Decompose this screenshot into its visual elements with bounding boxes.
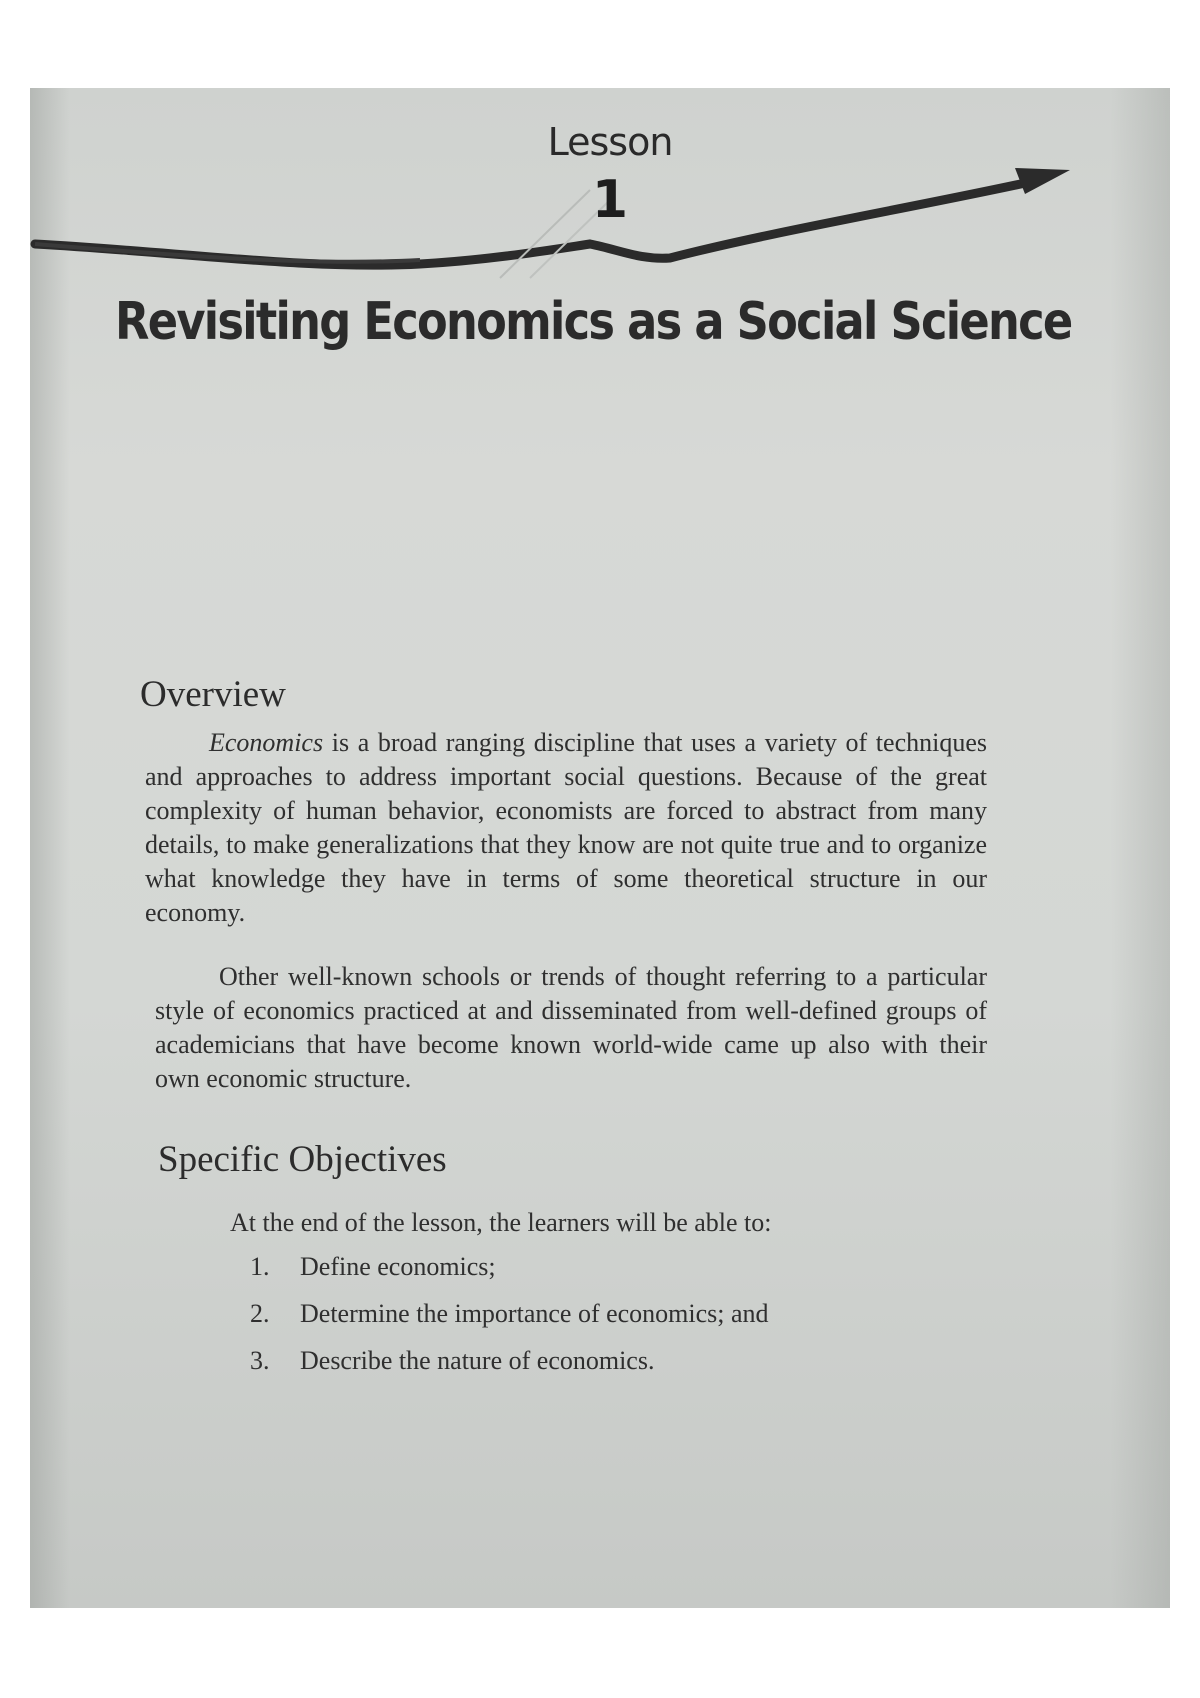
objective-text: Describe the nature of economics. xyxy=(300,1346,655,1375)
objective-item xyxy=(250,1252,769,1299)
objectives-list xyxy=(250,1252,769,1393)
objectives-heading: Specific Objectives xyxy=(158,1139,447,1180)
objective-text: Determine the importance of economics; and xyxy=(300,1299,769,1328)
overview-paragraph-1 xyxy=(145,726,987,930)
economics-term: Economics xyxy=(209,728,324,757)
overview-paragraph-1-text: is a broad ranging discipline that uses a variety of techniques and approaches to address important social questions. Because of the great complexity of human behavior, economists are forced to abstract from many details, to make generalizations that they know are not quite true and to organize what knowledge they have in terms of some theoretical structure in our economy. xyxy=(145,728,987,927)
overview-heading: Overview xyxy=(140,674,286,715)
right-shadow xyxy=(1110,88,1170,1608)
lesson-label: Lesson xyxy=(547,120,673,164)
objective-item xyxy=(250,1346,769,1393)
objective-item xyxy=(250,1299,769,1346)
overview-paragraph-2 xyxy=(155,960,987,1096)
objective-text: Define economics; xyxy=(300,1252,496,1281)
objectives-intro: At the end of the lesson, the learners will be able to: xyxy=(230,1208,772,1237)
objective-number: 2. xyxy=(250,1299,270,1328)
overview-paragraph-2-text: Other well-known schools or trends of thought referring to a particular style of economics practiced at and disseminated from well-defined groups of academicians that have become known world-wide came up also with their own economic structure. xyxy=(155,962,987,1093)
lesson-title: Revisiting Economics as a Social Science xyxy=(115,292,1072,352)
lesson-number: 1 xyxy=(591,170,629,230)
objective-number: 3. xyxy=(250,1346,270,1375)
objective-number: 1. xyxy=(250,1252,270,1281)
left-shadow xyxy=(30,88,70,1608)
